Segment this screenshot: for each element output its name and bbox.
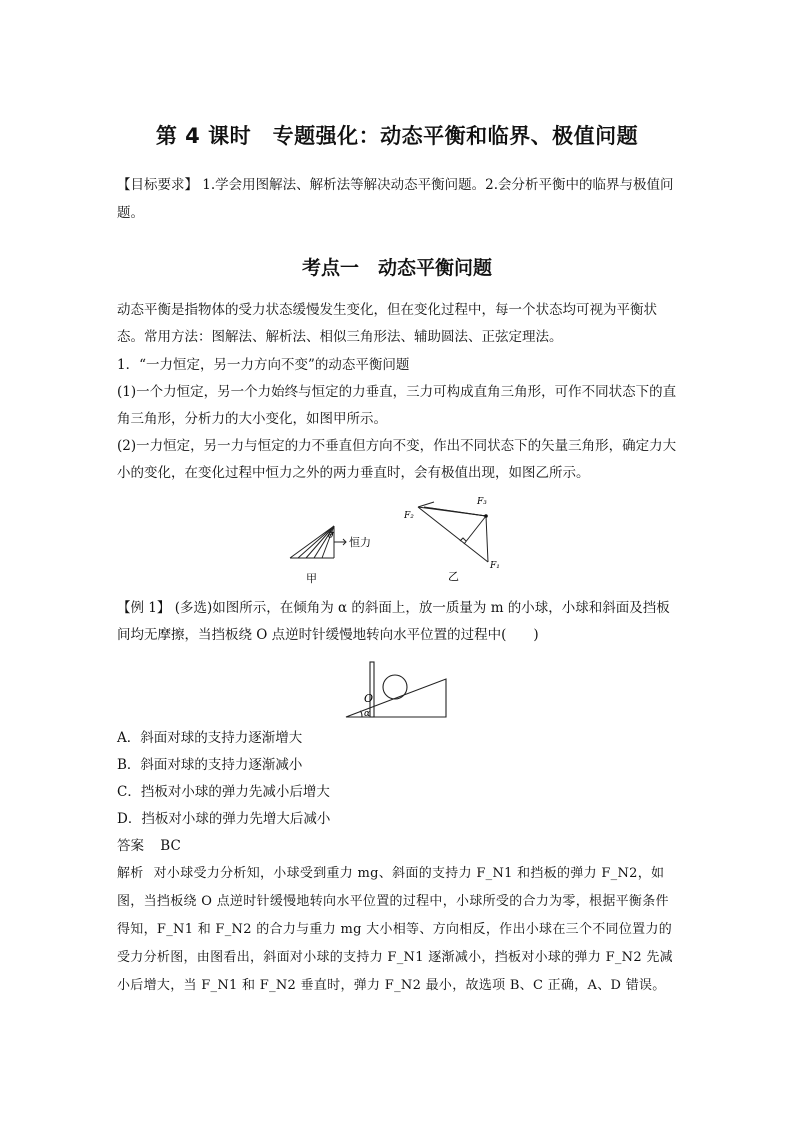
example-tag: 【例 1】 <box>117 600 171 616</box>
constant-force-label: 恒力 <box>349 536 371 549</box>
lesson-title: 第 4 课时 专题强化：动态平衡和临界、极值问题 <box>155 124 639 148</box>
alpha-label: α <box>364 709 371 719</box>
f2-label: F₂ <box>404 511 414 521</box>
example-text: (多选)如图所示，在倾角为 α 的斜面上，放一质量为 m 的小球，小球和斜面及挡板间均无摩擦，当挡板绕 O 点逆时针缓慢地转向水平位置的过程中( ) <box>117 600 670 643</box>
f1-label: F₁ <box>490 561 500 571</box>
item-1-heading: 1．“一力恒定，另一力方向不变”的动态平衡问题 <box>117 357 410 373</box>
answer-line <box>117 833 679 860</box>
example-1 <box>117 595 679 649</box>
figure-jia-caption: 甲 <box>306 572 317 585</box>
item-1b-paragraph: (2)一力恒定，另一力与恒定的力不垂直但方向不变，作出不同状态下的矢量三角形，确定力大小的变化，在变化过程中恒力之外的两力垂直时，会有极值出现，如图乙所示。 <box>117 438 677 481</box>
f3-label: F₃ <box>477 497 487 507</box>
item-1a-paragraph: (1)一个力恒定，另一个力始终与恒定的力垂直，三力可构成直角三角形，可作不同状态下的直角三角形，分析力的大小变化，如图甲所示。 <box>117 384 677 427</box>
figure-yi <box>404 492 514 587</box>
theta-label: θ <box>328 531 334 541</box>
option-c: C．挡板对小球的弹力先减小后增大 <box>117 784 330 800</box>
force-point <box>484 514 488 518</box>
option-a: A．斜面对球的支持力逐渐增大 <box>117 730 303 746</box>
objectives-text: 1.学会用图解法、解析法等解决动态平衡问题。2.会分析平衡中的临界与极值问题。 <box>117 177 674 221</box>
explanation-label: 解析 <box>117 866 144 881</box>
figure-yi-caption: 乙 <box>448 570 459 583</box>
learning-objectives <box>117 171 677 227</box>
answer-value: BC <box>160 838 181 854</box>
figure-jia <box>284 518 384 588</box>
o-label: O <box>364 692 374 705</box>
option-d: D．挡板对小球的弹力先增大后减小 <box>117 811 331 827</box>
answer-label: 答案 <box>117 838 144 854</box>
example-figure <box>344 654 448 720</box>
section-title: 考点一 动态平衡问题 <box>301 257 492 279</box>
option-b: B．斜面对球的支持力逐渐减小 <box>117 757 303 773</box>
explanation-text: 对小球受力分析知，小球受到重力 mg、斜面的支持力 F_N1 和挡板的弹力 F_N2，如图，当挡板绕 O 点逆时针缓慢地转向水平位置的过程中，小球所受的合力为零，根据平衡条件得知，F_N1 和 F_N2 的合力与重力 mg 大小相等、方向相反，作出小球在三个不同位置力的受力分析图，由图看出，斜面对小球的支持力 F_N1 逐渐减小，挡板对小球的弹力 F_N2 先减小后增大，当 F_N1 和 F_N2 垂直时，弹力 F_N2 最小，故选项 B、C 正确，A、D 错误。 <box>117 866 673 993</box>
objectives-tag: 【目标要求】 <box>117 177 198 193</box>
explanation <box>117 860 682 1000</box>
intro-paragraph: 动态平衡是指物体的受力状态缓慢发生变化，但在变化过程中，每一个状态均可视为平衡状态。常用方法：图解法、解析法、相似三角形法、辅助圆法、正弦定理法。 <box>117 302 657 345</box>
